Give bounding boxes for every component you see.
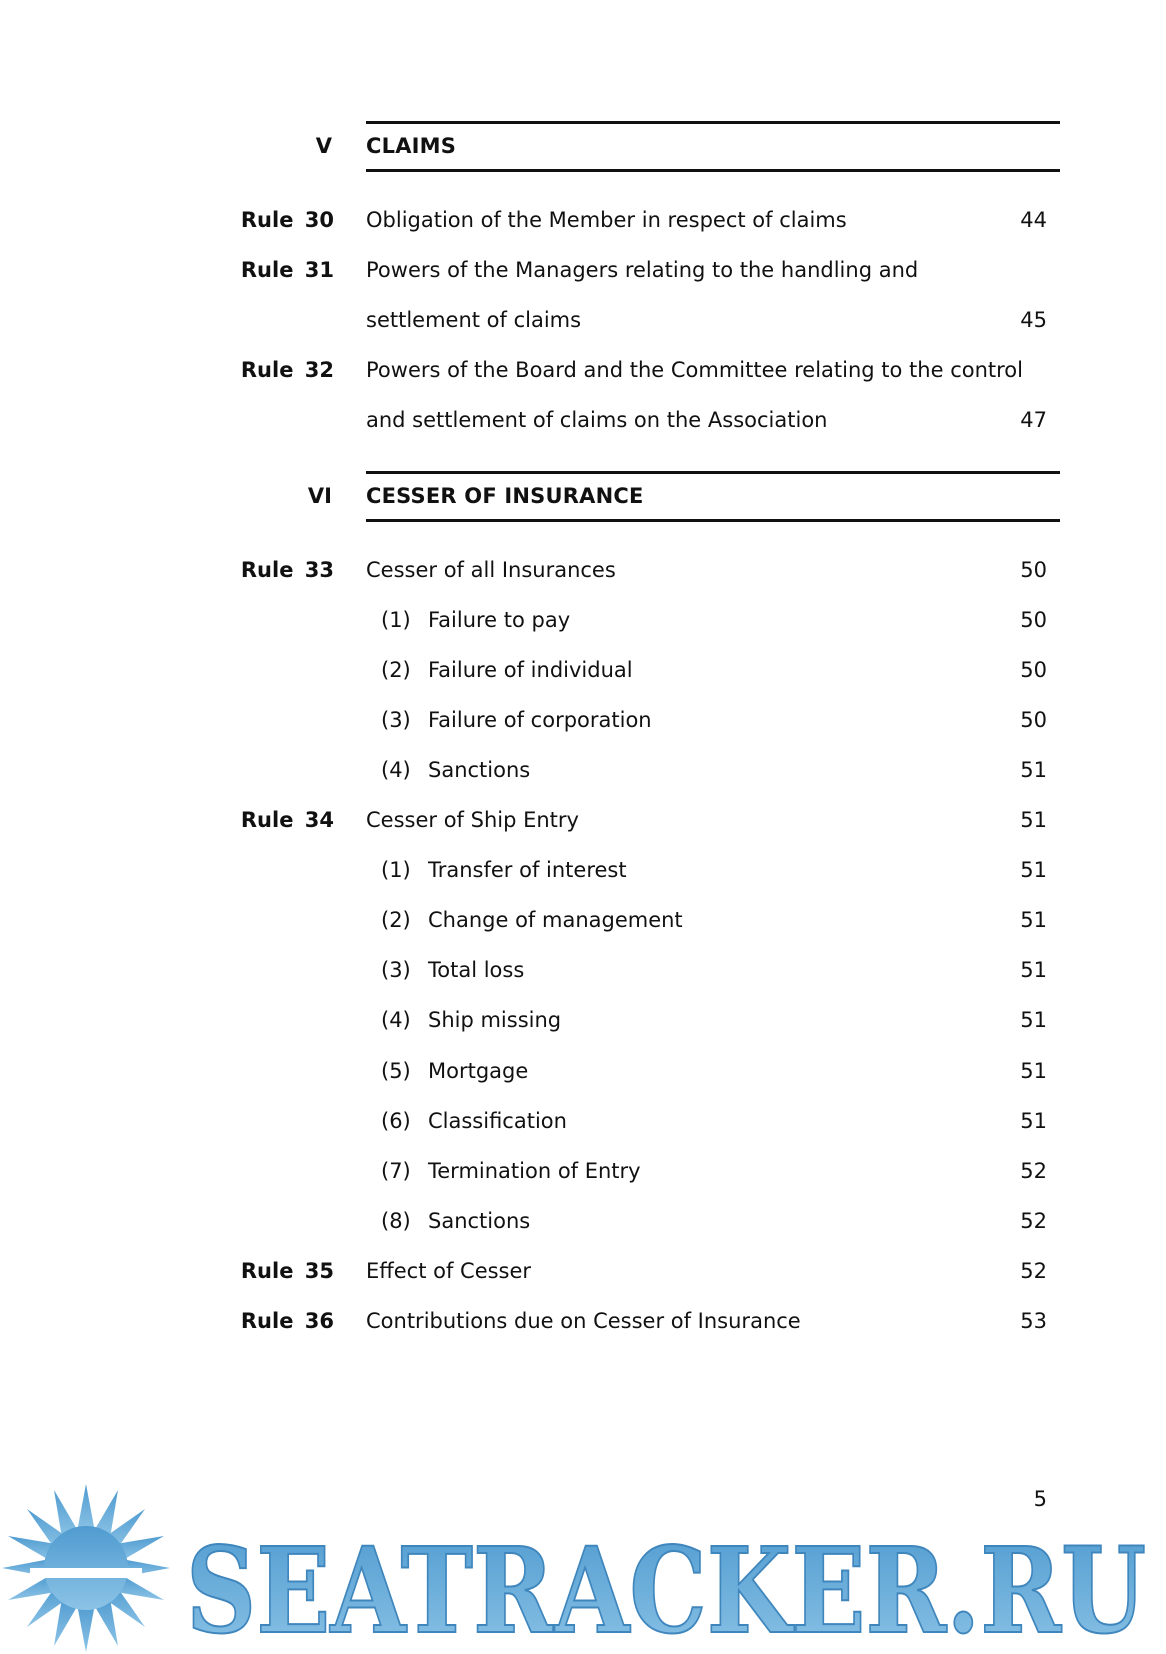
subentry-number: (5) [381,1059,411,1083]
subentry-title: Mortgage [428,1059,529,1083]
entry-title: and settlement of claims on the Association [366,408,828,432]
entry-title: Cesser of Ship Entry [366,808,579,832]
subentry-number: (4) [381,1008,411,1032]
page-number: 51 [1020,908,1047,932]
page-number: 51 [1020,958,1047,982]
section-divider-top [366,471,1060,474]
page-number: 44 [1020,208,1047,232]
section-title: CESSER OF INSURANCE [366,484,644,508]
watermark-logo [0,1482,1166,1654]
section-divider-bottom [366,519,1060,522]
page-number: 51 [1020,808,1047,832]
subentry-title: Termination of Entry [428,1159,641,1183]
subentry-title: Failure of corporation [428,708,652,732]
toc-entry [0,208,1166,248]
toc-entry [0,1259,1166,1299]
toc-subentry [0,858,1166,898]
page-footer-number: 5 [1033,1487,1047,1511]
page-number: 50 [1020,608,1047,632]
page-number: 50 [1020,558,1047,582]
subentry-title: Failure to pay [428,608,571,632]
subentry-number: (8) [381,1209,411,1233]
page-number: 51 [1020,858,1047,882]
subentry-number: (1) [381,608,411,632]
toc-entry [0,1309,1166,1349]
toc-entry [0,358,1166,398]
page-number: 52 [1020,1209,1047,1233]
subentry-number: (7) [381,1159,411,1183]
toc-subentry [0,1059,1166,1099]
section-number: VI [307,484,332,508]
subentry-title: Sanctions [428,758,531,782]
entry-title: Powers of the Board and the Committee relating to the control [366,358,1023,382]
sun-icon [2,1484,170,1652]
page-number: 50 [1020,708,1047,732]
page-number: 52 [1020,1259,1047,1283]
entry-title: Effect of Cesser [366,1259,532,1283]
section-divider-top [366,121,1060,124]
subentry-number: (2) [381,908,411,932]
page-number: 51 [1020,758,1047,782]
page-number: 52 [1020,1159,1047,1183]
section-divider-bottom [366,169,1060,172]
rule-label: Rule 32 [240,358,334,382]
subentry-number: (4) [381,758,411,782]
subentry-title: Transfer of interest [428,858,627,882]
toc-entry-continuation [0,408,1166,448]
toc-entry [0,258,1166,298]
subentry-title: Sanctions [428,1209,531,1233]
page-number: 45 [1020,308,1047,332]
toc-entry [0,808,1166,848]
subentry-title: Classification [428,1109,567,1133]
toc-subentry [0,1159,1166,1199]
toc-subentry [0,958,1166,998]
toc-subentry [0,758,1166,798]
entry-title: settlement of claims [366,308,582,332]
toc-subentry [0,1109,1166,1149]
page-number: 50 [1020,658,1047,682]
entry-title: Cesser of all Insurances [366,558,616,582]
entry-title: Obligation of the Member in respect of claims [366,208,847,232]
toc-subentry [0,708,1166,748]
subentry-number: (3) [381,708,411,732]
section-header-v [0,121,1166,173]
subentry-number: (2) [381,658,411,682]
entry-title: Powers of the Managers relating to the handling and [366,258,919,282]
toc-subentry [0,608,1166,648]
subentry-title: Failure of individual [428,658,633,682]
page-number: 53 [1020,1309,1047,1333]
page-number: 47 [1020,408,1047,432]
watermark-text: SEATRACKER.RU [186,1521,1146,1654]
rule-label: Rule 33 [240,558,334,582]
subentry-number: (6) [381,1109,411,1133]
toc-entry [0,558,1166,598]
page-number: 51 [1020,1109,1047,1133]
page-number: 51 [1020,1059,1047,1083]
toc-subentry [0,658,1166,698]
rule-label: Rule 35 [240,1259,334,1283]
page-number: 51 [1020,1008,1047,1032]
section-title: CLAIMS [366,134,457,158]
rule-label: Rule 30 [240,208,334,232]
rule-label: Rule 34 [240,808,334,832]
subentry-title: Change of management [428,908,683,932]
section-number: V [315,134,332,158]
toc-subentry [0,908,1166,948]
rule-label: Rule 36 [240,1309,334,1333]
toc-entry-continuation [0,308,1166,348]
subentry-number: (3) [381,958,411,982]
section-header-vi [0,471,1166,523]
toc-subentry [0,1209,1166,1249]
rule-label: Rule 31 [240,258,334,282]
subentry-title: Total loss [428,958,525,982]
subentry-number: (1) [381,858,411,882]
entry-title: Contributions due on Cesser of Insurance [366,1309,801,1333]
subentry-title: Ship missing [428,1008,562,1032]
toc-subentry [0,1008,1166,1048]
